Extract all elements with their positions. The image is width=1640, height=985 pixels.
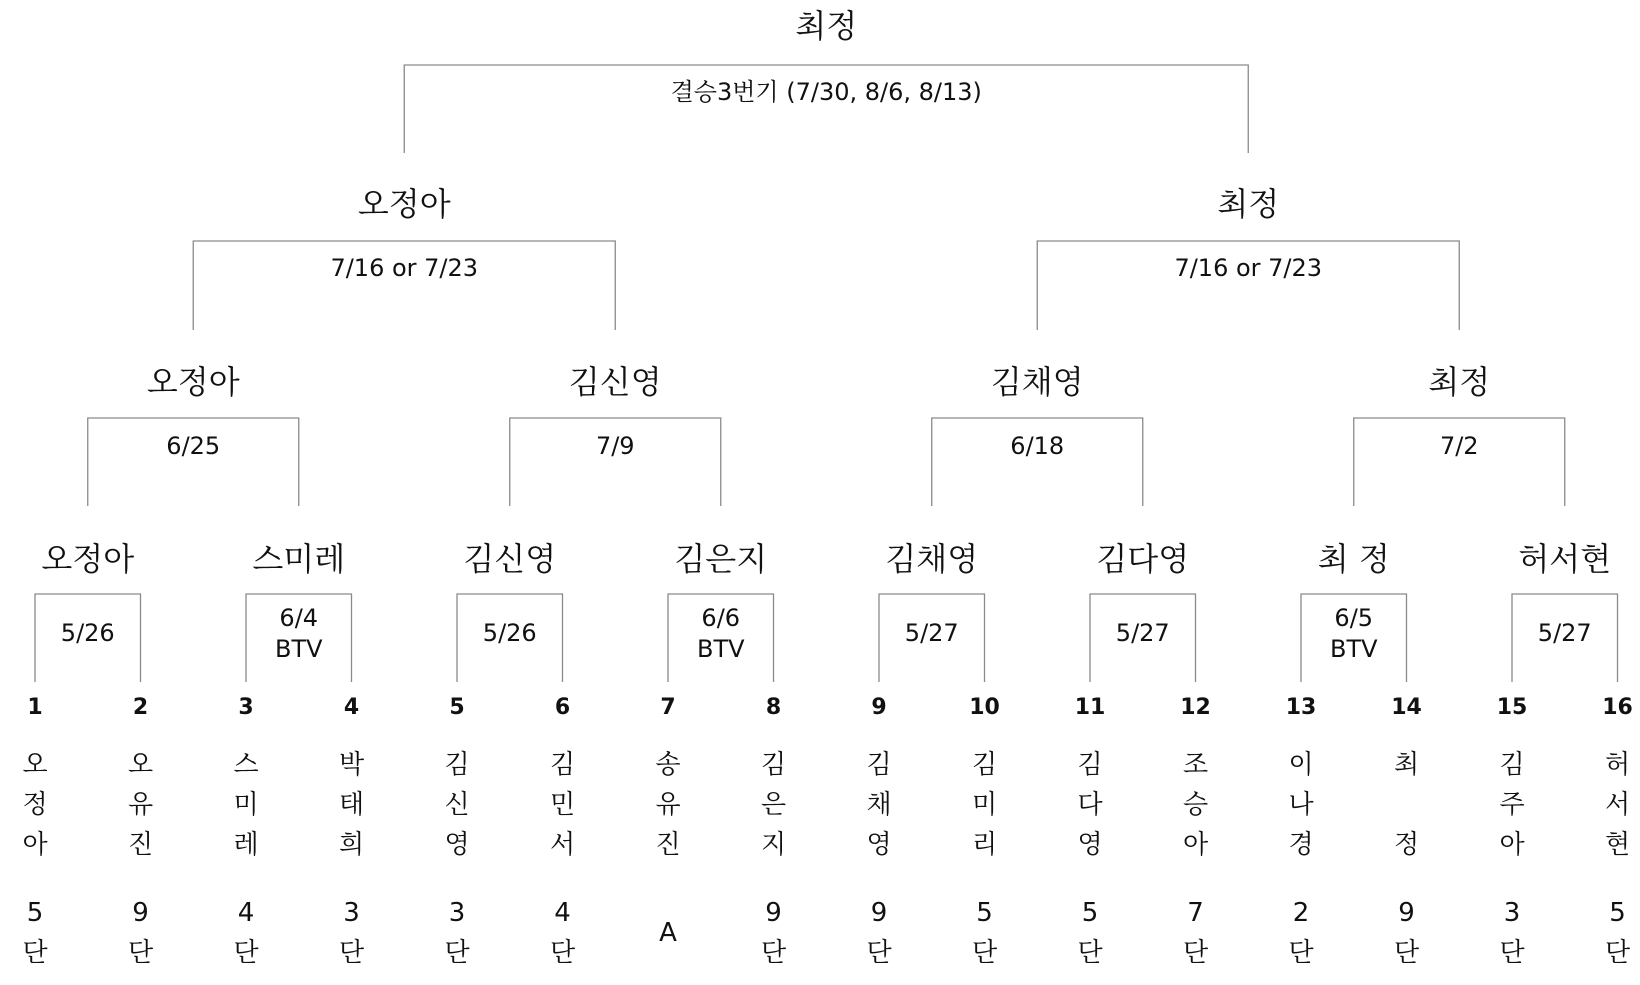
player-rank-char: 단 (1288, 938, 1314, 968)
player-rank-char: 단 (1077, 938, 1103, 968)
player-name-char: 스 (233, 750, 259, 780)
quarterfinal-date: 6/18 (1010, 432, 1065, 460)
player-name-char: 김 (1499, 750, 1525, 780)
player-rank (1499, 893, 1524, 973)
player-name (655, 745, 680, 865)
seed-number: 11 (1074, 695, 1106, 720)
player-name-char: 지 (760, 830, 787, 860)
player-name-char: 정 (1393, 830, 1420, 860)
seed-number: 4 (343, 695, 360, 720)
player-rank-char: 5 (26, 898, 44, 928)
seed-number: 16 (1602, 695, 1633, 720)
player-name (1288, 745, 1313, 865)
semifinal-date: 7/16 or 7/23 (330, 254, 479, 282)
player-name-char: 영 (444, 830, 470, 860)
quarterfinal-date: 7/9 (595, 432, 635, 460)
player-rank (233, 893, 258, 973)
player-name-char: 미 (971, 790, 998, 820)
player-name-char: 경 (1288, 830, 1314, 860)
quarterfinal-date: 7/2 (1439, 432, 1479, 460)
player-rank-char: 단 (233, 938, 259, 968)
player-name-char: 아 (1499, 830, 1525, 860)
seed-number: 13 (1285, 695, 1317, 720)
round16-winner: 김다영 (1096, 540, 1190, 578)
player-name-char: 허 (1604, 750, 1631, 780)
player-rank (761, 893, 786, 973)
player-name-char: 유 (127, 790, 154, 820)
player-rank-char: 단 (444, 938, 470, 968)
player-name-char: 영 (1077, 830, 1103, 860)
player-name-char: 레 (233, 830, 259, 860)
player-rank (1605, 893, 1630, 973)
player-name (22, 745, 47, 865)
round16-date: 5/27 (904, 619, 959, 647)
player-name-char: 김 (1077, 750, 1103, 780)
player-name-char: 오 (127, 750, 154, 780)
player-name-char: 신 (444, 790, 470, 820)
round16-winner: 최 정 (1317, 540, 1390, 578)
quarterfinal-winner: 최정 (1428, 363, 1491, 401)
seed-number: 14 (1391, 695, 1422, 720)
player-rank-char: 단 (22, 938, 48, 968)
player-name-char: 김 (444, 750, 470, 780)
player-rank-char: 9 (870, 898, 888, 928)
seed-number: 3 (238, 695, 254, 720)
player-name (1077, 745, 1102, 865)
player-rank (1183, 893, 1208, 973)
round16-winner: 김은지 (674, 540, 768, 578)
player-name-char: 진 (655, 830, 681, 860)
player-name-char: 채 (866, 790, 892, 820)
player-rank-char: 9 (132, 898, 149, 928)
player-rank-char: 3 (343, 898, 360, 928)
seed-number: 2 (132, 695, 149, 720)
seed-number: 6 (554, 695, 571, 720)
quarterfinal-winner: 김신영 (568, 363, 662, 401)
player-rank-char: 9 (765, 898, 782, 928)
player-rank-char: 단 (760, 938, 787, 968)
round16-date: 6/4 BTV (274, 604, 323, 663)
player-name-char: 은 (760, 790, 787, 820)
player-name-char: 김 (760, 750, 787, 780)
player-rank (866, 893, 891, 973)
round16-date: 5/26 (482, 619, 537, 647)
semifinal-date: 7/16 or 7/23 (1174, 254, 1323, 282)
round16-winner: 허서현 (1518, 540, 1612, 578)
quarterfinal-date: 6/25 (166, 432, 221, 460)
player-name (972, 745, 997, 865)
player-name-char: 박 (338, 750, 365, 780)
player-rank-char: 3 (1503, 898, 1521, 928)
player-rank-char: 2 (1292, 898, 1310, 928)
player-name-char: 최 (1393, 750, 1420, 780)
seed-number: 9 (871, 695, 887, 720)
round16-date: 5/27 (1537, 619, 1592, 647)
player-name-char: 김 (866, 750, 892, 780)
player-rank-char: 7 (1187, 898, 1204, 928)
player-rank (444, 893, 469, 973)
player-name (866, 745, 891, 865)
round16-date: 5/27 (1115, 619, 1170, 647)
player-name-char: 희 (338, 830, 365, 860)
seed-number: 1 (27, 695, 43, 720)
round16-winner: 스미레 (252, 540, 346, 578)
final-date: 결승3번기 (7/30, 8/6, 8/13) (670, 78, 982, 106)
player-rank (1288, 893, 1313, 973)
player-name (339, 745, 364, 865)
player-rank-char: 단 (1182, 938, 1209, 968)
round16-winner: 오정아 (41, 540, 135, 578)
player-name-char: 이 (1288, 750, 1314, 780)
player-name-char: 정 (22, 790, 48, 820)
player-rank-char: 단 (549, 938, 576, 968)
round16-date: 5/26 (60, 619, 115, 647)
player-name-char: 오 (22, 750, 48, 780)
player-name-char: 주 (1499, 790, 1525, 820)
seed-number: 5 (449, 695, 465, 720)
seed-number: 15 (1496, 695, 1528, 720)
player-name-char: 김 (549, 750, 576, 780)
player-name-char: 현 (1604, 830, 1631, 860)
player-name-char: 아 (1182, 830, 1209, 860)
player-name (233, 745, 258, 865)
player-rank (1394, 893, 1419, 973)
player-rank-char: 5 (1609, 898, 1626, 928)
player-rank-char: 단 (866, 938, 892, 968)
player-name (1499, 745, 1524, 865)
player-name-char: 태 (338, 790, 365, 820)
player-rank-char: 단 (127, 938, 154, 968)
quarterfinal-winner: 오정아 (146, 363, 240, 401)
champion-name: 최정 (795, 7, 858, 45)
player-rank (972, 893, 997, 973)
player-rank-char: A (659, 918, 677, 948)
player-rank-char: 4 (237, 898, 255, 928)
player-name-char: 영 (866, 830, 892, 860)
player-rank-char: 9 (1398, 898, 1415, 928)
player-name (128, 745, 153, 865)
semifinal-winner: 최정 (1217, 185, 1280, 223)
semifinal-winner: 오정아 (357, 185, 451, 223)
seed-number: 12 (1180, 695, 1211, 720)
player-name-char: 승 (1182, 790, 1209, 820)
player-rank-char: 5 (1081, 898, 1099, 928)
player-name-char: 김 (971, 750, 998, 780)
player-rank (550, 893, 575, 973)
player-rank-char: 5 (976, 898, 993, 928)
player-rank (659, 913, 677, 953)
player-name-char: 리 (971, 830, 998, 860)
player-rank-char: 단 (1499, 938, 1525, 968)
player-name-char: 유 (655, 790, 681, 820)
player-name-char: 서 (549, 830, 576, 860)
round16-date: 6/6 BTV (696, 604, 745, 663)
player-rank-char: 단 (1604, 938, 1631, 968)
player-name-char: 나 (1288, 790, 1314, 820)
player-rank-char: 단 (971, 938, 998, 968)
player-name-char: 조 (1182, 750, 1209, 780)
player-name (1605, 745, 1630, 865)
player-name-char: 미 (233, 790, 259, 820)
player-name-char: 서 (1604, 790, 1631, 820)
seed-number: 7 (660, 695, 676, 720)
round16-winner: 김채영 (885, 540, 979, 578)
seed-number: 8 (765, 695, 782, 720)
player-name-char: 송 (655, 750, 681, 780)
player-rank-char: 단 (1393, 938, 1420, 968)
player-rank (1077, 893, 1102, 973)
player-name-char: 아 (22, 830, 48, 860)
player-name (1394, 745, 1419, 865)
player-rank-char: 4 (554, 898, 571, 928)
player-name (550, 745, 575, 865)
player-rank-char: 단 (338, 938, 365, 968)
quarterfinal-winner: 김채영 (990, 363, 1084, 401)
round16-date: 6/5 BTV (1329, 604, 1378, 663)
player-name (761, 745, 786, 865)
player-name (444, 745, 469, 865)
round16-winner: 김신영 (463, 540, 557, 578)
player-rank (339, 893, 364, 973)
player-rank-char: 3 (448, 898, 466, 928)
player-rank (128, 893, 153, 973)
player-name-char: 다 (1077, 790, 1103, 820)
player-name-char: 진 (127, 830, 154, 860)
seed-number: 10 (969, 695, 1000, 720)
player-name-char: 민 (549, 790, 576, 820)
player-rank (22, 893, 47, 973)
player-name (1183, 745, 1208, 865)
